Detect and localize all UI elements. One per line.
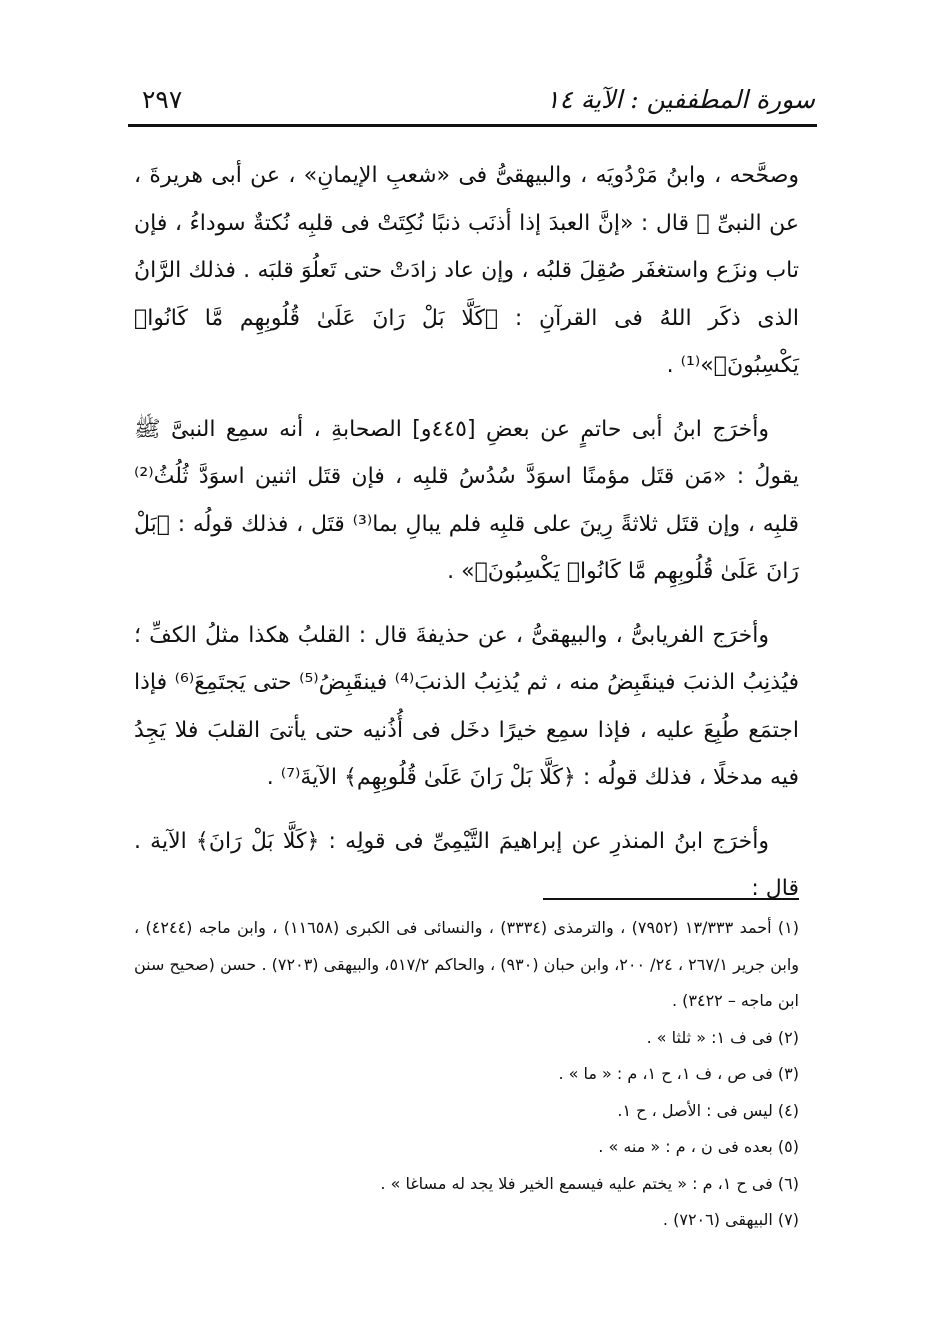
footnote-2: (٢) فى ف ١: « ثلثا » . [646, 1027, 799, 1047]
page-header [130, 82, 815, 122]
footnote-4: (٤) ليس فى : الأصل ، ح ١. [617, 1100, 799, 1120]
footnote-3: (٣) فى ص ، ف ١، ح ١، م : « ما » . [558, 1064, 799, 1083]
footnote-1: (١) أحمد ١٣/٣٣٣ (٧٩٥٢) ، والترمذى (٣٣٣٤) ، والنسائى فى الكبرى (١١٦٥٨) ، وابن ماجه (٤٢٤٤) ، وابن جرير ٢٦٧/١ ، ٢٤/ ٢٠٠، وابن حبان (٩٣٠) ، والحاكم ٥١٧/٢، والبيهقى (٧٢٠٣) . حسن (صحيح سنن ابن ماجه – ٣٤٢٢) . [134, 918, 799, 1010]
paragraph: وأخرَج ابنُ أبى حاتمٍ عن بعضِ [٤٤٥و] الصحابةِ ، أنه سمِع النبىَّ ﷺ يقولُ : «مَن قتَل مؤمنًا اسوَدَّ سُدُسُ قلبِه ، فإن قتَل اثنين اسوَدَّ ثُلُثُ⁽²⁾ قلبِه ، وإن قتَل ثلاثةً رِينَ على قلبِه فلم يبالِ بما⁽³⁾ قتَل ، فذلك قولُه : ﴿بَلْ رَانَ عَلَىٰ قُلُوبِهِم مَّا كَانُوا۟ يَكْسِبُونَ﴾» . [134, 416, 799, 584]
main-text [134, 152, 799, 929]
running-title: سورة المطففين : الآية ١٤ [545, 85, 815, 114]
paragraph: وصحَّحه ، وابنُ مَرْدُويَه ، والبيهقىُّ فى «شعبِ الإيمانِ» ، عن أبى هريرةَ ، عن النبىِّ ﷺ قال : «إنَّ العبدَ إذا أذنَب ذنبًا نُكِتَتْ فى قلبِه نُكتةٌ سوداءُ ، فإن تاب ونزَع واستغفَر صُقِلَ قلبُه ، وإن عاد زادَتْ حتى تَعلُوَ قلبَه . فذلك الرَّانُ الذى ذكَر اللهُ فى القرآنِ : ﴿كَلَّا بَلْ رَانَ عَلَىٰ قُلُوبِهِم مَّا كَانُوا۟ يَكْسِبُونَ﴾»⁽¹⁾ . [134, 163, 799, 378]
page-number: ٢٩٧ [142, 85, 183, 114]
paragraph: وأخرَج ابنُ المنذرِ عن إبراهيمَ التَّيْمِىِّ فى قولِه : ﴿كَلَّا بَلْ رَانَ﴾ الآية . قال : [134, 828, 799, 901]
paragraph: وأخرَج الفريابىُّ ، والبيهقىُّ ، عن حذيفةَ قال : القلبُ هكذا مثلُ الكفِّ ؛ فيُذنِبُ الذنبَ فينقَبِضُ منه ، ثم يُذنِبُ الذنبَ⁽⁴⁾ فينقَبِضُ⁽⁵⁾ حتى يَجتَمِعَ⁽⁶⁾ فإذا اجتمَع طُبِعَ عليه ، فإذا سمِع خيرًا دخَل فى أُذُنيه حتى يأتىَ القلبَ فلا يَجِدُ فيه مدخلًا ، فذلك قولُه : ﴿كَلَّا بَلْ رَانَ عَلَىٰ قُلُوبِهِم﴾ الآيةَ⁽⁷⁾ . [134, 622, 799, 790]
footnote-divider [543, 898, 799, 900]
footnote-7: (٧) البيهقى (٧٢٠٦) . [662, 1210, 799, 1229]
footnotes [134, 910, 799, 1239]
footnote-5: (٥) بعده فى ن ، م : « منه » . [598, 1137, 799, 1156]
header-rule [128, 124, 817, 127]
footnote-6: (٦) فى ح ١، م : « يختم عليه فيسمع الخير فلا يجد له مساغا » . [380, 1173, 799, 1193]
